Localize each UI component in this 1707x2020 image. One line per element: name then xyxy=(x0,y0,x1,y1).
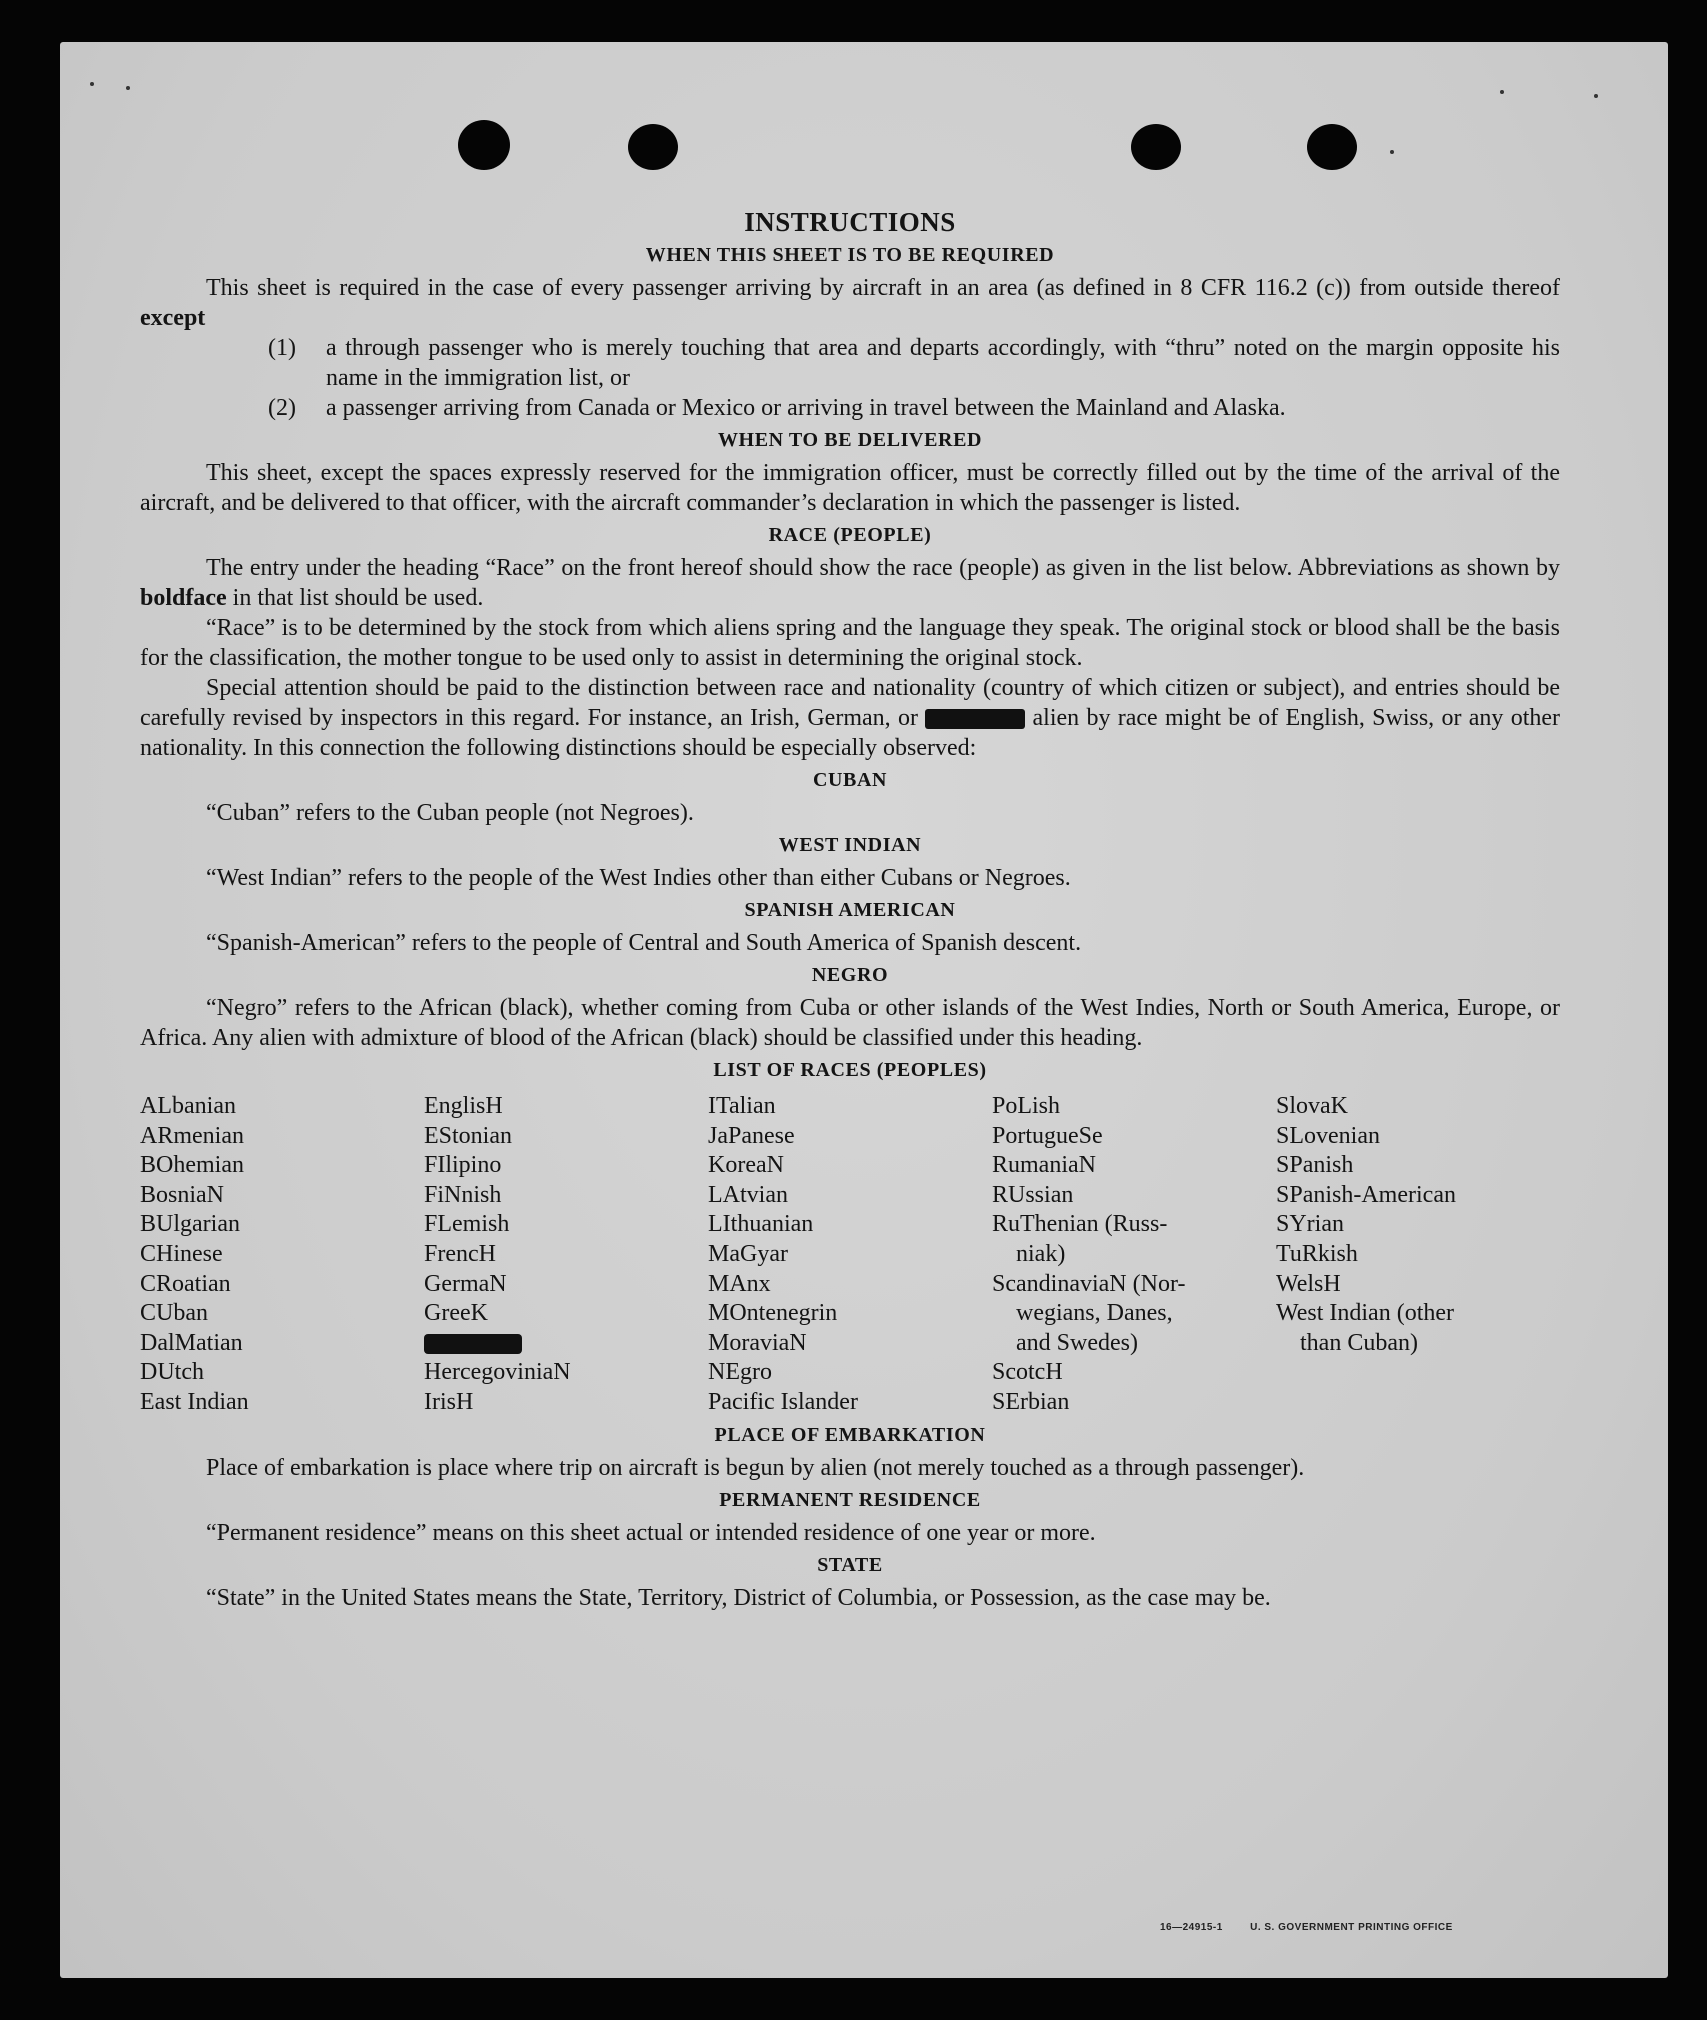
race-entry: RumaniaN xyxy=(992,1152,1096,1179)
race-paragraph-2: “Race” is to be determined by the stock from which aliens spring and the language they speak. The original stock or blood shall be the basis for the classification, the mother tongue to be used only to assist in determining the original stock. xyxy=(140,615,1560,671)
race-entry: NEgro xyxy=(708,1359,772,1386)
embarkation-text: Place of embarkation is place where trip on aircraft is begun by alien (not merely touched as a through passenger). xyxy=(206,1454,1305,1481)
negro-text: “Negro” refers to the African (black), whether coming from Cuba or other islands of the West Indies, North or South America, Europe, or Africa. Any alien with admixture of blood of the African (black) should be classified under this heading. xyxy=(140,995,1560,1051)
document-page xyxy=(60,42,1668,1978)
state-text: “State” in the United States means the State, Territory, District of Columbia, or Possession, as the case may be. xyxy=(206,1584,1271,1611)
race-entry: CRoatian xyxy=(140,1270,231,1297)
race-entry: GermaN xyxy=(424,1270,507,1297)
residence-text: “Permanent residence” means on this sheet actual or intended residence of one year or more. xyxy=(206,1519,1096,1546)
when-delivered-text: This sheet, except the spaces expressly reserved for the immigration officer, must be correctly filled out by the time of the arrival of the aircraft, and be delivered to that officer, with the aircraft commander’s declaration in which the passenger is listed. xyxy=(140,460,1560,516)
punch-hole xyxy=(628,124,678,170)
race-entry: FLemish xyxy=(424,1211,510,1238)
race-entry: MAnx xyxy=(708,1270,771,1297)
race-entry: Pacific Islander xyxy=(708,1388,858,1415)
race-entry: ALbanian xyxy=(140,1093,236,1119)
race-column xyxy=(424,1092,708,1418)
race-entry: MaGyar xyxy=(708,1240,788,1267)
race-entry: SErbian xyxy=(992,1388,1070,1415)
race-entry: and Swedes) xyxy=(1016,1329,1138,1356)
speck xyxy=(1594,94,1598,98)
redaction-mark xyxy=(424,1329,708,1359)
speck xyxy=(90,82,94,86)
heading-race: RACE (PEOPLE) xyxy=(768,524,932,546)
west-indian-text: “West Indian” refers to the people of the West Indies other than either Cubans or Negroes. xyxy=(206,865,1071,891)
race-entry: DUtch xyxy=(140,1359,204,1386)
punch-hole xyxy=(1307,124,1357,170)
race-entry: BOhemian xyxy=(140,1152,244,1179)
race-entry: SlovaK xyxy=(1276,1093,1348,1119)
race-entry: IrisH xyxy=(424,1388,474,1415)
race-entry: KoreaN xyxy=(708,1152,784,1179)
heading-list-of-races: LIST OF RACES (PEOPLES) xyxy=(713,1059,987,1081)
race-entry: RuThenian (Russ- xyxy=(992,1211,1168,1238)
instructions-body xyxy=(140,207,1560,1613)
race-entry: SYrian xyxy=(1276,1211,1344,1238)
race-entry: DalMatian xyxy=(140,1329,243,1356)
race-entry: PoLish xyxy=(992,1093,1061,1119)
race-entry: FIlipino xyxy=(424,1152,502,1179)
race-entry: GreeK xyxy=(424,1300,488,1327)
heading-negro: NEGRO xyxy=(811,964,889,986)
punch-hole xyxy=(1131,124,1181,170)
page-title: INSTRUCTIONS xyxy=(744,207,956,237)
heading-state: STATE xyxy=(817,1553,883,1576)
heading-when-required: WHEN THIS SHEET IS TO BE REQUIRED xyxy=(645,244,1055,266)
race-entry: MoraviaN xyxy=(708,1329,807,1356)
race-entry: ITalian xyxy=(708,1093,776,1119)
race-entry: SPanish xyxy=(1276,1152,1354,1179)
printer-credit: U. S. GOVERNMENT PRINTING OFFICE xyxy=(1250,1922,1453,1933)
race-paragraph-1: The entry under the heading “Race” on the front hereof should show the race (people) as given in the list below. Abbreviations as shown by boldface in that list should be used. xyxy=(140,555,1560,611)
race-entry: WelsH xyxy=(1276,1270,1341,1297)
heading-when-delivered: WHEN TO BE DELIVERED xyxy=(717,429,983,451)
cuban-text: “Cuban” refers to the Cuban people (not Negroes). xyxy=(206,800,694,826)
race-entry: ARmenian xyxy=(140,1122,244,1149)
speck xyxy=(1500,90,1504,94)
heading-embarkation: PLACE OF EMBARKATION xyxy=(714,1423,986,1446)
heading-west-indian: WEST INDIAN xyxy=(778,834,922,856)
race-entry: East Indian xyxy=(140,1388,249,1415)
race-entry: EStonian xyxy=(424,1122,512,1149)
exception-item: (2) a passenger arriving from Canada or Mexico or arriving in travel between the Mainland and Alaska. xyxy=(268,395,1286,421)
heading-residence: PERMANENT RESIDENCE xyxy=(719,1488,981,1511)
race-entry: SPanish-American xyxy=(1276,1181,1456,1208)
race-column xyxy=(1276,1092,1560,1418)
race-entry: SLovenian xyxy=(1276,1122,1380,1149)
race-entry: CUban xyxy=(140,1300,208,1327)
race-entry: niak) xyxy=(1016,1240,1066,1267)
form-number: 16—24915-1 xyxy=(1160,1922,1223,1933)
race-entry: ScotcH xyxy=(992,1359,1063,1386)
race-entry: JaPanese xyxy=(708,1122,795,1149)
race-entry: HercegoviniaN xyxy=(424,1359,571,1386)
race-paragraph-3: Special attention should be paid to the distinction between race and nationality (country of which citizen or subject), and entries should be carefully revised by inspectors in this regard. For instance, an Irish, German, or alien by race might be of English, Swiss, or any other nationality. In this connection the following distinctions should be especially observed: xyxy=(140,675,1561,761)
speck xyxy=(126,86,130,90)
spanish-american-text: “Spanish-American” refers to the people of Central and South America of Spanish descent. xyxy=(206,930,1082,956)
race-list xyxy=(140,1092,1560,1418)
race-entry: CHinese xyxy=(140,1240,223,1267)
race-entry: BosniaN xyxy=(140,1181,224,1208)
speck xyxy=(1390,150,1394,154)
race-entry: West Indian (other xyxy=(1276,1300,1455,1327)
exception-item: (1) a through passenger who is merely touching that area and departs accordingly, with “thru” noted on the margin opposite his name in the immigration list, or xyxy=(268,335,1560,391)
heading-spanish-american: SPANISH AMERICAN xyxy=(744,899,956,921)
race-entry: wegians, Danes, xyxy=(1016,1300,1173,1327)
race-entry: LIthuanian xyxy=(708,1211,814,1238)
form-footer xyxy=(1160,1922,1477,1933)
race-column xyxy=(140,1092,424,1418)
race-entry: FiNnish xyxy=(424,1181,502,1208)
race-entry: FrencH xyxy=(424,1240,496,1267)
race-entry: MOntenegrin xyxy=(708,1300,838,1327)
race-column xyxy=(992,1092,1276,1418)
punch-hole xyxy=(458,120,510,170)
race-entry: PortugueSe xyxy=(992,1122,1103,1149)
redaction-mark xyxy=(925,709,1025,729)
race-entry: RUssian xyxy=(992,1181,1074,1208)
race-entry: than Cuban) xyxy=(1300,1329,1418,1356)
when-required-intro: This sheet is required in the case of every passenger arriving by aircraft in an area (as defined in 8 CFR 116.2 (c)) from outside thereof except xyxy=(140,275,1560,331)
heading-cuban: CUBAN xyxy=(812,769,888,791)
race-entry: ScandinaviaN (Nor- xyxy=(992,1270,1186,1297)
race-entry: BUlgarian xyxy=(140,1211,240,1238)
race-entry: EnglisH xyxy=(424,1093,503,1119)
race-column xyxy=(708,1092,992,1418)
race-entry: LAtvian xyxy=(708,1181,788,1208)
race-entry: TuRkish xyxy=(1276,1240,1358,1267)
